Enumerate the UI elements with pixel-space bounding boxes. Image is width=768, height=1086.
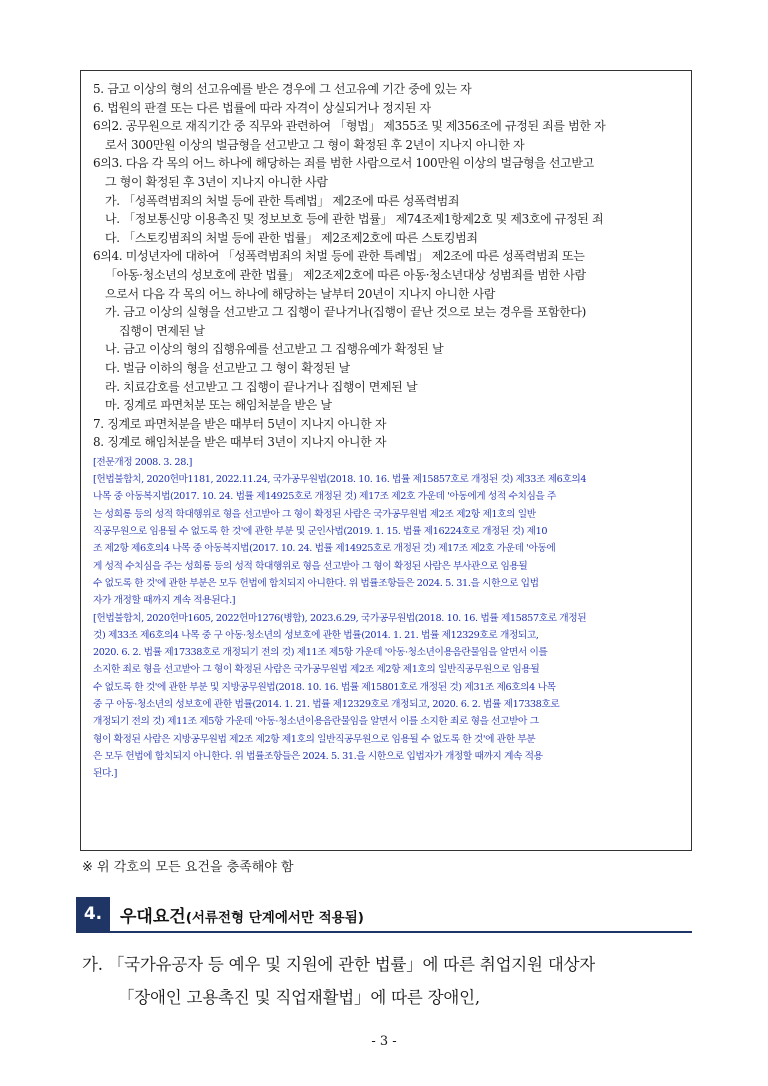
list-item: 7. 징계로 파면처분을 받은 때부터 5년이 지나지 아니한 자 bbox=[93, 416, 387, 431]
amendment-line: 조 제2항 제6호의4 나목 중 아동복지법(2017. 10. 24. 법률 제14925호로 개정된 것) 제17조 제2호 가운데 '아동에 bbox=[93, 543, 556, 555]
amendment-line: 자가 개정할 때까지 계속 적용된다.] bbox=[93, 595, 236, 607]
list-item: 8. 징계로 해임처분을 받은 때부터 3년이 지나지 아니한 자 bbox=[93, 435, 387, 450]
amendment-line: 개정되기 전의 것) 제11조 제5항 가운데 '아동·청소년이용음란물임을 알면서 이를 소지한 죄로 형을 선고받아 그 bbox=[93, 716, 539, 728]
list-item: 다. 벌금 이하의 형을 선고받고 그 형이 확정된 날 bbox=[105, 360, 350, 375]
list-item: 다. 「스토킹범죄의 처벌 등에 관한 법률」 제2조제2호에 따른 스토킹범죄 bbox=[105, 230, 478, 245]
body-line-1: 가. 「국가유공자 등 예우 및 지원에 관한 법률」에 따른 취업지원 대상자 bbox=[82, 955, 596, 974]
amendment-line: 수 없도록 한 것'에 관한 부분 및 지방공무원법(2018. 10. 16. 법률 제15801호로 개정된 것) 제31조 제6호의4 나목 bbox=[93, 681, 556, 693]
amendment-line: 은 모두 헌법에 합치되지 아니한다. 위 법률조항들은 2024. 5. 31.을 시한으로 입법자가 개정할 때까지 계속 적용 bbox=[93, 750, 543, 762]
section-divider bbox=[76, 931, 692, 933]
list-item: 가. 「성폭력범죄의 처벌 등에 관한 특례법」 제2조에 따른 성폭력범죄 bbox=[105, 193, 460, 208]
amendment-line: 수 없도록 한 것'에 관한 부분은 모두 헌법에 합치되지 아니한다. 위 법률조항들은 2024. 5. 31.을 시한으로 입법 bbox=[93, 577, 539, 589]
amendment-line: 형이 확정된 사람은 지방공무원법 제2조 제2항 제1호의 일반직공무원으로 임용될 수 없도록 한 것'에 관한 부분 bbox=[93, 733, 536, 745]
page-number: - 3 - bbox=[371, 1034, 397, 1049]
amendment-line: 소지한 죄로 형을 선고받아 그 형이 확정된 사람은 국가공무원법 제2조 제2항 제1호의 일반직공무원으로 임용될 bbox=[93, 664, 540, 676]
amendment-line: [전문개정 2008. 3. 28.] bbox=[93, 456, 193, 468]
amendment-line: 중 구 아동·청소년의 성보호에 관한 법률(2014. 1. 21. 법률 제12329호로 개정되고, 2020. 6. 2. 법률 제17338호로 bbox=[93, 699, 560, 711]
amendment-line: 나목 중 아동복지법(2017. 10. 24. 법률 제14925호로 개정된 것) 제17조 제2호 가운데 '아동에게 성적 수치심을 주 bbox=[93, 491, 556, 503]
list-item: 그 형이 확정된 후 3년이 지나지 아니한 사람 bbox=[105, 174, 328, 189]
amendment-line: 것) 제33조 제6호의4 나목 중 구 아동·청소년의 성보호에 관한 법률(2014. 1. 21. 법률 제12329호로 개정되고, bbox=[93, 629, 539, 641]
list-item: 나. 「정보통신망 이용촉진 및 정보보호 등에 관한 법률」 제74조제1항제2호 및 제3호에 규정된 죄 bbox=[105, 212, 604, 227]
amendment-line: [헌법불합치, 2020헌마1605, 2022헌마1276(병합), 2023.6.29, 국가공무원법(2018. 10. 16. 법률 제15857호로 개정된 bbox=[93, 612, 587, 624]
list-item: 마. 징계로 파면처분 또는 해임처분을 받은 날 bbox=[105, 398, 332, 413]
section-title bbox=[120, 902, 364, 927]
amendment-line: 직공무원으로 임용될 수 없도록 한 것'에 관한 부분 및 군인사법(2019. 1. 15. 법률 제16224호로 개정된 것) 제10 bbox=[93, 526, 548, 538]
section-subtitle: (서류전형 단계에서만 적용됨) bbox=[185, 909, 364, 926]
list-item: 라. 치료감호를 선고받고 그 집행이 끝나거나 집행이 면제된 날 bbox=[105, 379, 418, 394]
amendment-line: 게 성적 수치심을 주는 성희롱 등의 성적 학대행위로 형을 선고받아 그 형이 확정된 사람은 부사관으로 임용될 bbox=[93, 560, 528, 572]
list-item: 6. 법원의 판결 또는 다른 법률에 따라 자격이 상실되거나 정지된 자 bbox=[93, 100, 431, 115]
list-item: 6의3. 다음 각 목의 어느 하나에 해당하는 죄를 범한 사람으로서 100만원 이상의 벌금형을 선고받고 bbox=[93, 156, 594, 171]
amendment-line: 2020. 6. 2. 법률 제17338호로 개정되기 전의 것) 제11조 제5항 가운데 '아동·청소년이용음란물임을 알면서 이를 bbox=[93, 647, 548, 659]
requirement-note: ※ 위 각호의 모든 요건을 충족해야 함 bbox=[82, 860, 294, 875]
list-item: 으로서 다음 각 목의 어느 하나에 해당하는 날부터 20년이 지나지 아니한 사람 bbox=[105, 286, 495, 301]
list-item: 가. 금고 이상의 실형을 선고받고 그 집행이 끝나거나(집행이 끝난 것으로 보는 경우를 포함한다) bbox=[105, 305, 586, 320]
list-item: 나. 금고 이상의 형의 집행유예를 선고받고 그 집행유예가 확정된 날 bbox=[105, 342, 444, 357]
list-item: 6의2. 공무원으로 재직기간 중 직무와 관련하여 「형법」 제355조 및 제356조에 규정된 죄를 범한 자 bbox=[93, 119, 606, 134]
section-title-main: 우대요건 bbox=[120, 906, 186, 927]
section-header bbox=[76, 897, 364, 931]
list-item: 5. 금고 이상의 형의 선고유예를 받은 경우에 그 선고유예 기간 중에 있는 자 bbox=[93, 82, 472, 96]
amendment-notes bbox=[93, 454, 685, 783]
amendment-line: 는 성희롱 등의 성적 학대행위로 형을 선고받아 그 형이 확정된 사람은 국가공무원법 제2조 제2항 제1호의 일반 bbox=[93, 508, 536, 520]
list-item: 집행이 면제된 날 bbox=[119, 323, 205, 338]
amendment-line: 된다.] bbox=[93, 768, 117, 780]
list-item: 「아동·청소년의 성보호에 관한 법률」 제2조제2호에 따른 아동·청소년대상 성범죄를 범한 사람 bbox=[105, 267, 586, 282]
list-item: 로서 300만원 이상의 벌금형을 선고받고 그 형이 확정된 후 2년이 지나지 아니한 자 bbox=[105, 137, 525, 152]
eligibility-box bbox=[80, 70, 692, 851]
list-item: 6의4. 미성년자에 대하여 「성폭력범죄의 처벌 등에 관한 특례법」 제2조에 따른 성폭력범죄 또는 bbox=[93, 249, 585, 264]
disqualification-list bbox=[93, 80, 685, 452]
amendment-line: [헌법불합치, 2020헌마1181, 2022.11.24, 국가공무원법(2018. 10. 16. 법률 제15857호로 개정된 것) 제33조 제6호의4 bbox=[93, 474, 587, 486]
body-line-2: 「장애인 고용촉진 및 직업재활법」에 따른 장애인, bbox=[118, 988, 480, 1007]
section-number: 4. bbox=[76, 897, 110, 931]
